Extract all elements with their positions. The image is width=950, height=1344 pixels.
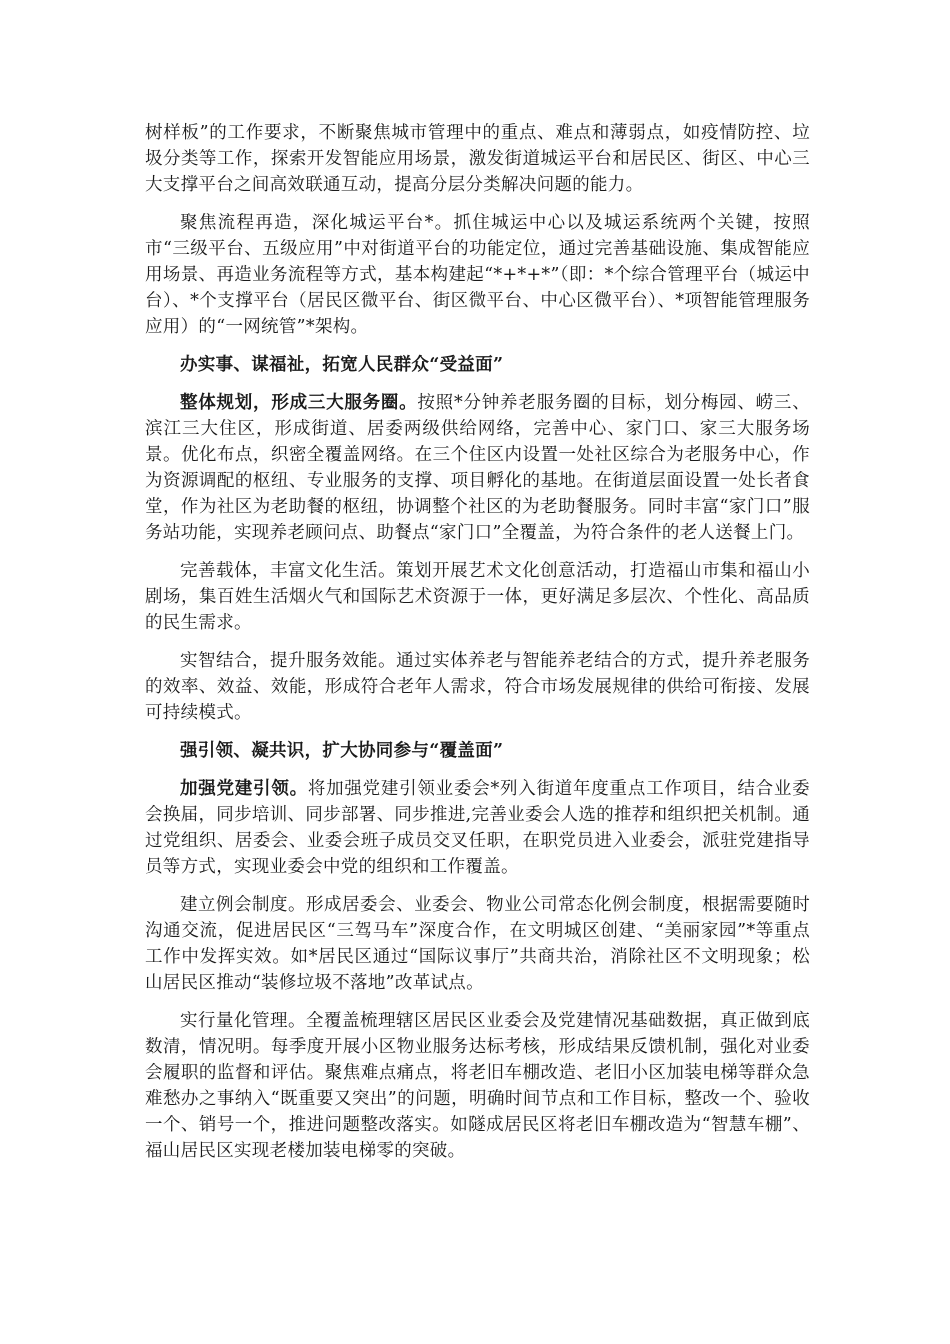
- paragraph-smart-elderly: [145, 648, 810, 726]
- paragraph-text: 完善载体，丰富文化生活。策划开展艺术文化创意活动，打造福山市集和福山小剧场，集百姓生活烟火气和国际艺术资源于一体，更好满足多层次、个性化、高品质的民生需求。: [145, 561, 810, 633]
- paragraph-continuation: [145, 120, 810, 198]
- paragraph-city-platform: [145, 210, 810, 340]
- paragraph-text: 实智结合，提升服务效能。通过实体养老与智能养老结合的方式，提升养老服务的效率、效益、效能，形成符合老年人需求，符合市场发展规律的供给可衔接、发展可持续模式。: [145, 651, 810, 723]
- paragraph-lead: 加强党建引领。: [180, 779, 308, 799]
- paragraph-lead: 整体规划，形成三大服务圈。: [180, 393, 418, 413]
- paragraph-party-building: [145, 776, 810, 880]
- paragraph-quantified-management: [145, 1008, 810, 1164]
- paragraph-meeting-system: [145, 892, 810, 996]
- document-page: [145, 120, 810, 1176]
- section-heading-benefit: 办实事、谋福祉，拓宽人民群众“受益面”: [180, 355, 504, 375]
- paragraph-culture: [145, 558, 810, 636]
- paragraph-service-circles: [145, 390, 810, 546]
- paragraph-text: 树样板”的工作要求，不断聚焦城市管理中的重点、难点和薄弱点，如疫情防控、垃圾分类等工作，探索开发智能应用场景，激发街道城运平台和居民区、街区、中心三大支撑平台之间高效联通互动，提高分层分类解决问题的能力。: [145, 123, 810, 195]
- paragraph-text: 聚焦流程再造，深化城运平台*。抓住城运中心以及城运系统两个关键，按照市“三级平台、五级应用”中对街道平台的功能定位，通过完善基础设施、集成智能应用场景、再造业务流程等方式，基本构建起“*+*+*”（即：*个综合管理平台（城运中台）、*个支撑平台（居民区微平台、街区微平台、中心区微平台）、*项智能管理服务应用）的“一网统管”*架构。: [145, 213, 810, 337]
- paragraph-text: 实行量化管理。全覆盖梳理辖区居民区业委会及党建情况基础数据，真正做到底数清，情况明。每季度开展小区物业服务达标考核，形成结果反馈机制，强化对业委会履职的监督和评估。聚焦难点痛点，将老旧车棚改造、老旧小区加装电梯等群众急难愁办之事纳入“既重要又突出”的问题，明确时间节点和工作目标，整改一个、验收一个、销号一个，推进问题整改落实。如隧成居民区将老旧车棚改造为“智慧车棚”、福山居民区实现老楼加装电梯零的突破。: [145, 1011, 810, 1161]
- paragraph-text: 建立例会制度。形成居委会、业委会、物业公司常态化例会制度，根据需要随时沟通交流，促进居民区“三驾马车”深度合作，在文明城区创建、“美丽家园”*等重点工作中发挥实效。如*居民区通过“国际议事厅”共商共治，消除社区不文明现象；松山居民区推动“装修垃圾不落地”改革试点。: [145, 895, 810, 993]
- paragraph-text: 将加强党建引领业委会*列入街道年度重点工作项目，结合业委会换届，同步培训、同步部署、同步推进,完善业委会人选的推荐和组织把关机制。通过党组织、居委会、业委会班子成员交叉任职，在职党员进入业委会，派驻党建指导员等方式，实现业委会中党的组织和工作覆盖。: [145, 779, 810, 877]
- section-heading-coverage: 强引领、凝共识，扩大协同参与“覆盖面”: [180, 741, 504, 761]
- paragraph-text: 按照*分钟养老服务圈的目标，划分梅园、崂三、滨江三大住区，形成街道、居委两级供给网络，完善中心、家门口、家三大服务场景。优化布点，织密全覆盖网络。在三个住区内设置一处社区综合为老服务中心，作为资源调配的枢纽、专业服务的支撑、项目孵化的基地。在街道层面设置一处长者食堂，作为社区为老助餐的枢纽，协调整个社区的为老助餐服务。同时丰富“家门口”服务站功能，实现养老顾问点、助餐点“家门口”全覆盖，为符合条件的老人送餐上门。: [145, 393, 810, 543]
